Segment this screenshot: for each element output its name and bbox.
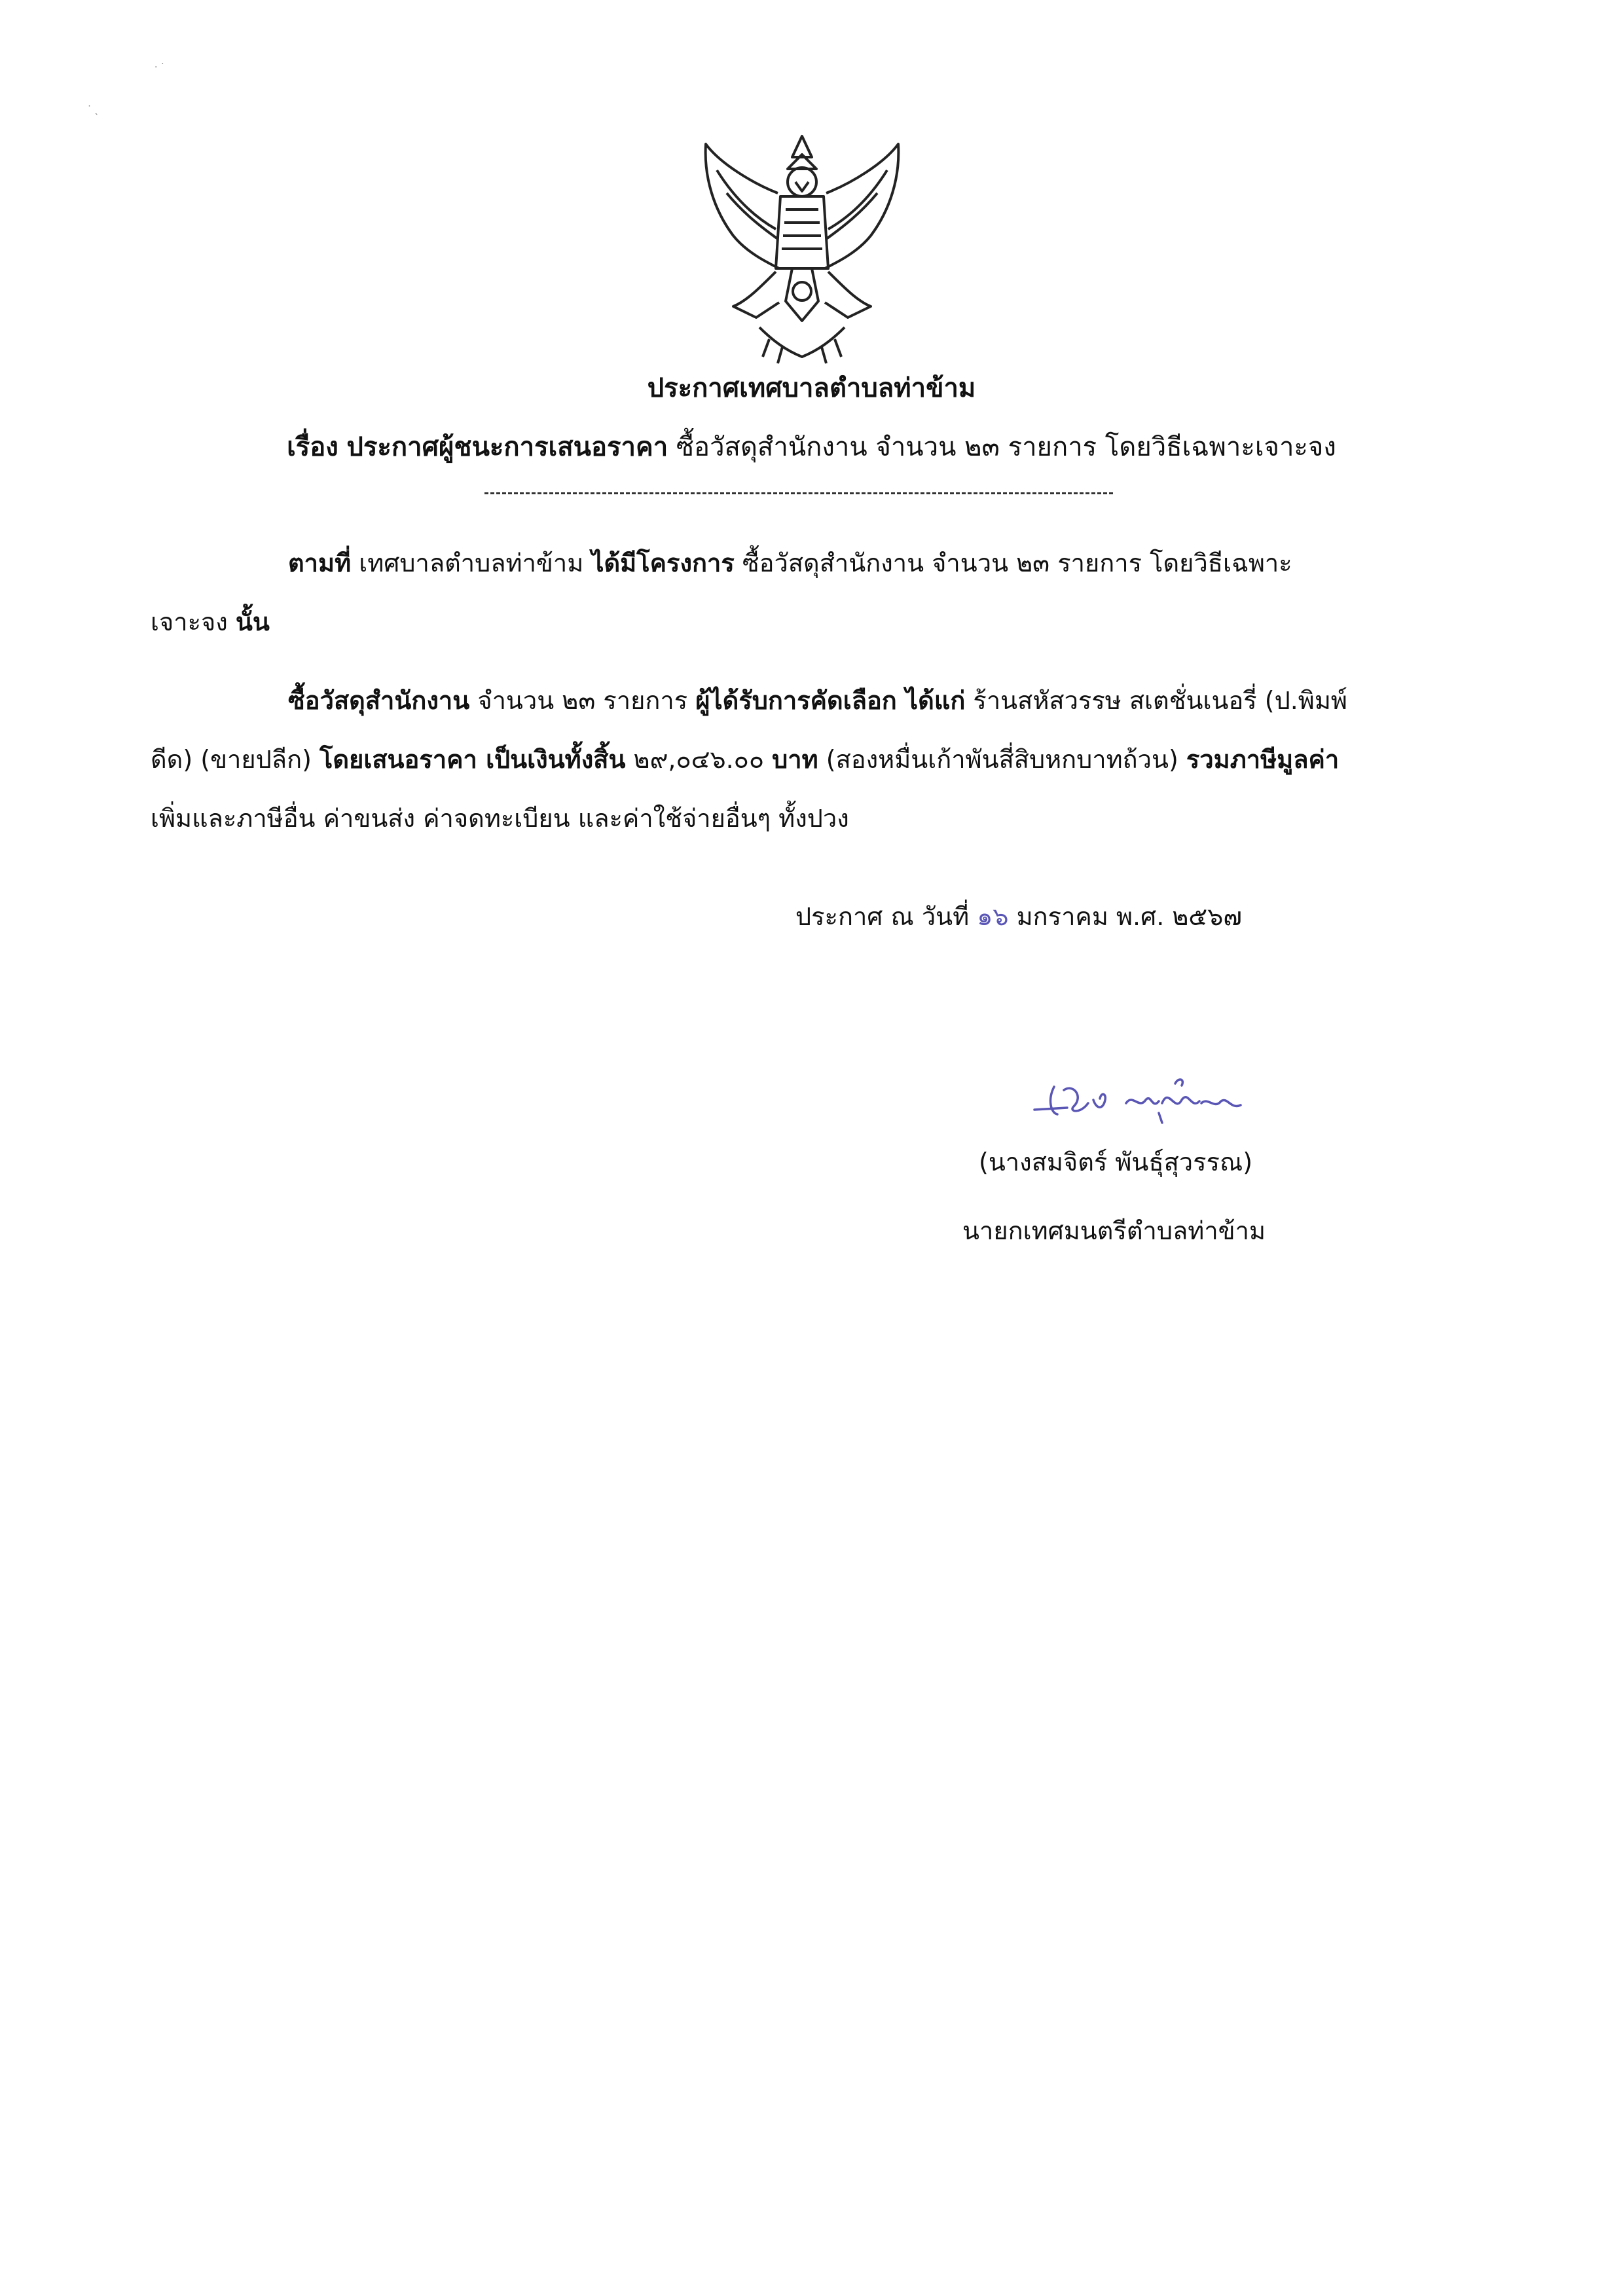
garuda-emblem-icon <box>694 131 910 367</box>
paragraph1-end: นั้น <box>235 608 270 636</box>
date-day: ๑๖ <box>977 902 1009 931</box>
paragraph2-price-label: โดยเสนอราคา เป็นเงินทั้งสิ้น <box>319 745 626 774</box>
date-month-year: มกราคม พ.ศ. ๒๕๖๗ <box>1016 902 1242 931</box>
announcement-title: ประกาศเทศบาลตำบลท่าข้าม <box>647 373 976 403</box>
paragraph1-project: ซื้อวัสดุสำนักงาน จำนวน ๒๓ รายการ โดยวิธีเฉพาะ <box>742 549 1292 577</box>
handwritten-signature <box>1028 1074 1250 1133</box>
paragraph2-winner-name-cont: ดีด) (ขายปลีก) <box>151 745 312 774</box>
paragraph1-project-label: ได้มีโครงการ <box>591 549 735 577</box>
paragraph2-item: ซื้อวัสดุสำนักงาน <box>288 686 470 715</box>
paragraph2-vat: รวมภาษีมูลค่า <box>1186 745 1340 774</box>
paragraph2-currency: บาท <box>772 745 818 774</box>
paragraph2-line2 <box>151 743 1339 776</box>
subject-heading: ประกาศผู้ชนะการเสนอราคา <box>346 432 668 462</box>
paragraph2-winner-name: ร้านสหัสวรรษ สเตชั่นเนอรี่ (ป.พิมพ์ <box>973 686 1347 715</box>
paragraph1-org: เทศบาลตำบลท่าข้าม <box>359 549 584 577</box>
subject-label: เรื่อง <box>287 432 338 462</box>
paragraph2-line1 <box>288 684 1347 717</box>
announcement-subject <box>0 426 1623 467</box>
date-prefix: ประกาศ ณ วันที่ <box>795 902 970 931</box>
paragraph2-amount: ๒๙,๐๔๖.๐๐ <box>633 745 765 774</box>
date-line <box>795 900 1242 933</box>
separator-line <box>484 492 1113 494</box>
scan-speck: ˙ ˎ <box>87 105 100 115</box>
signatory-position: นายกเทศมนตรีตำบลท่าข้าม <box>962 1216 1266 1245</box>
paragraph2-amount-words: (สองหมื่นเก้าพันสี่สิบหกบาทถ้วน) <box>826 745 1178 774</box>
paragraph1-line2 <box>151 606 270 638</box>
paragraph2-item-count: จำนวน ๒๓ รายการ <box>477 686 688 715</box>
paragraph1-line1 <box>288 547 1292 579</box>
paragraph2-vat-cont: เพิ่มและภาษีอื่น ค่าขนส่ง ค่าจดทะเบียน และค่าใช้จ่ายอื่นๆ ทั้งปวง <box>151 804 849 833</box>
subject-text: ซื้อวัสดุสำนักงาน จำนวน ๒๓ รายการ โดยวิธีเฉพาะเจาะจง <box>676 432 1336 462</box>
paragraph1-label: ตามที่ <box>288 549 352 577</box>
scan-speck: · ˙ <box>155 62 165 73</box>
paragraph2-line3 <box>151 802 849 835</box>
paragraph1-continued: เจาะจง <box>151 608 228 636</box>
signatory-name: (นางสมจิตร์ พันธุ์สุวรรณ) <box>979 1148 1253 1176</box>
paragraph2-winner-label: ผู้ได้รับการคัดเลือก ได้แก่ <box>695 686 966 715</box>
